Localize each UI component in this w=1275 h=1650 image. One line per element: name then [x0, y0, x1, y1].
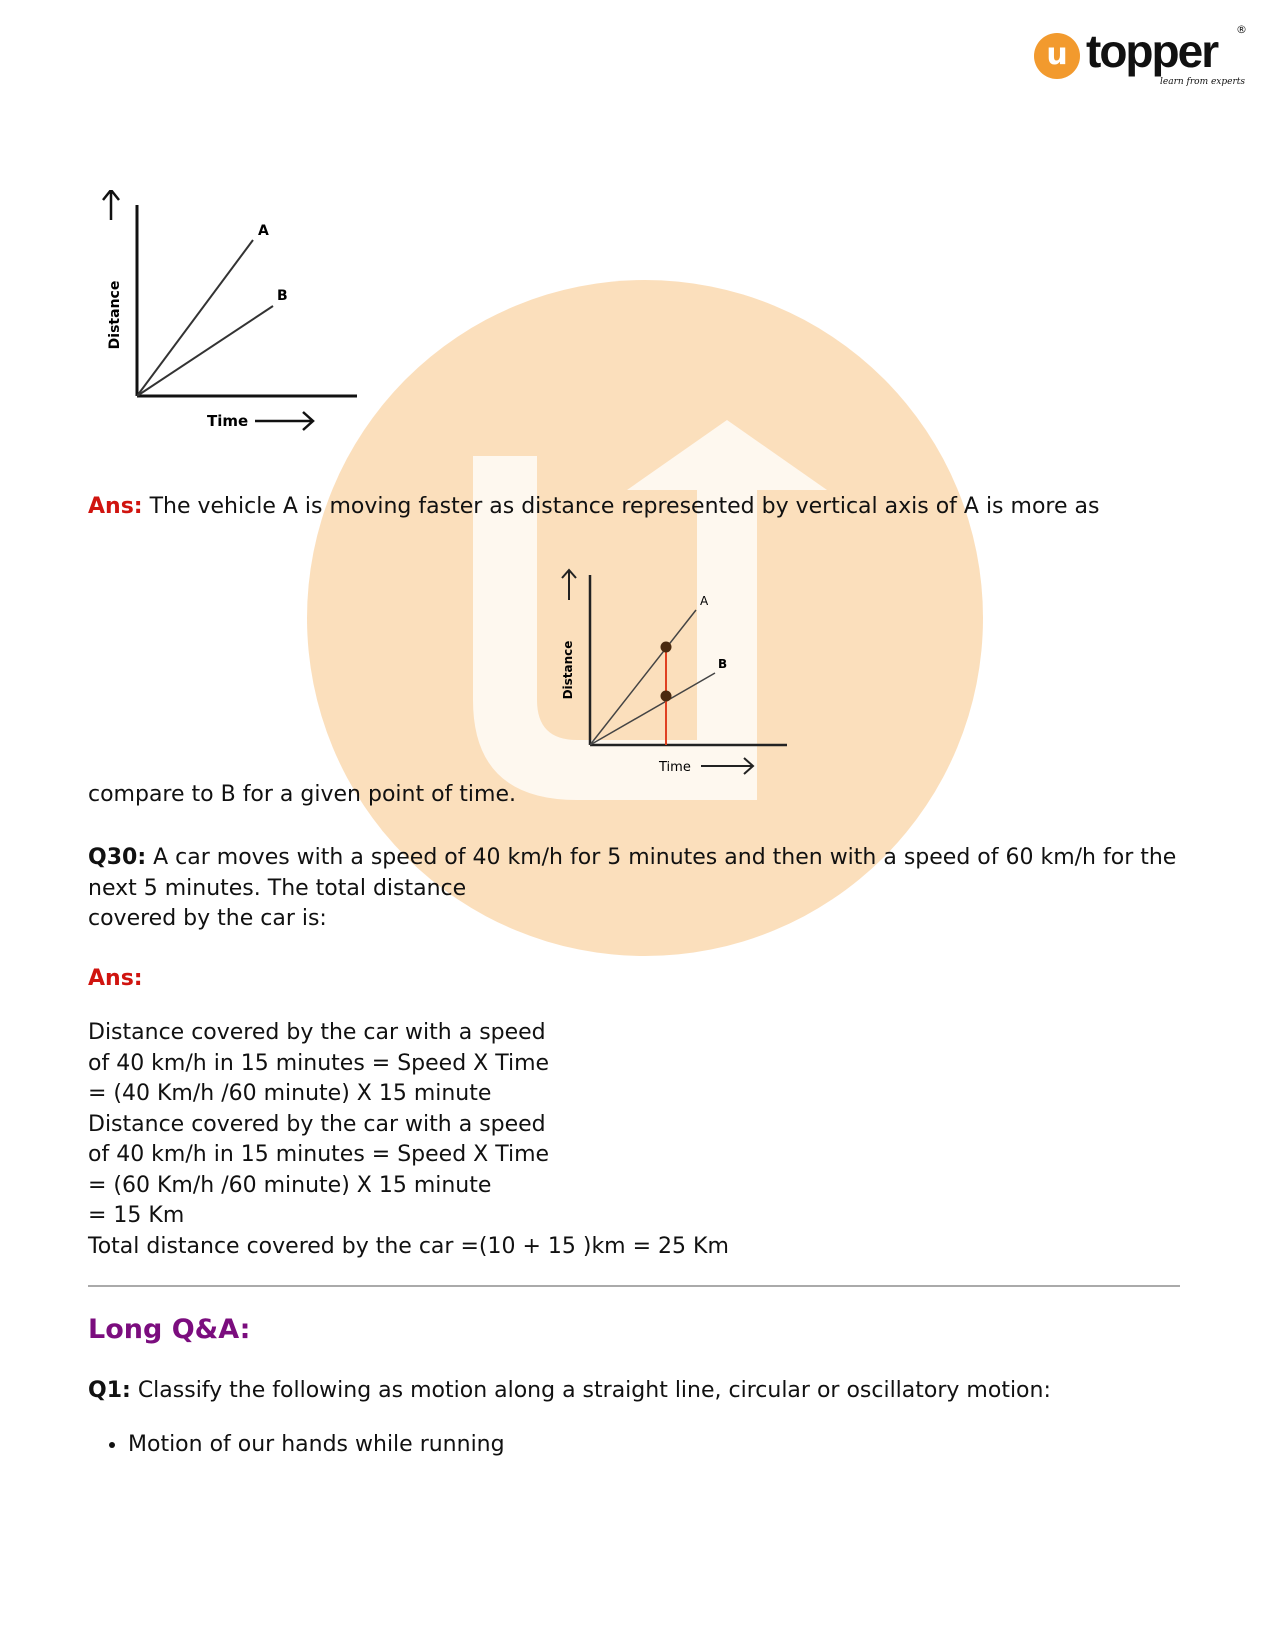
section-divider [88, 1285, 1180, 1287]
answer-line: = (60 Km/h /60 minute) X 15 minute [88, 1172, 492, 1198]
logo-mark-icon: u [1034, 33, 1080, 79]
question-1 [88, 1378, 1051, 1403]
y-axis-label: Distance [107, 280, 123, 350]
answer-line: Distance covered by the car with a speed [88, 1111, 546, 1137]
answer-2-label: Ans: [88, 966, 143, 991]
logo-registered: ® [1236, 23, 1247, 36]
question-text: A car moves with a speed of 40 km/h for 5 minutes and then with a speed of 60 km/h for the next 5 minutes. The total distance [88, 845, 1177, 901]
x-axis-label: Time [207, 412, 249, 430]
x-axis-label: Time [659, 760, 691, 775]
line-a-label: A [700, 594, 709, 608]
answer-line: Total distance covered by the car =(10 + 15 )km = 25 Km [88, 1233, 729, 1259]
line-b-label: B [277, 288, 288, 304]
question-text-2: covered by the car is: [88, 906, 327, 931]
question-30 [88, 843, 1198, 935]
answer-line: Distance covered by the car with a speed [88, 1020, 546, 1045]
point-a [661, 642, 672, 653]
line-b [137, 306, 273, 396]
section-heading: Long Q&A: [88, 1314, 251, 1345]
question-text: Classify the following as motion along a straight line, circular or oscillatory motion: [137, 1378, 1051, 1403]
list-item: • Motion of our hands while running [128, 1432, 505, 1457]
y-arrow-icon [562, 570, 576, 600]
question-label: Q30: [88, 845, 147, 870]
answer-1 [88, 494, 1099, 519]
answer-line: of 40 km/h in 15 minutes = Speed X Time [88, 1142, 550, 1167]
answer-line: = (40 Km/h /60 minute) X 15 minute [88, 1081, 492, 1106]
line-b-label: B [718, 657, 728, 671]
logo-tagline: learn from experts [1160, 77, 1246, 87]
y-axis-label: Distance [561, 640, 575, 700]
answer-label: Ans: [88, 494, 143, 519]
distance-time-graph-2 [555, 565, 795, 785]
line-a-label: A [258, 223, 269, 239]
line-a [137, 240, 253, 396]
bullet-list [88, 1432, 505, 1457]
x-arrow-icon [701, 758, 753, 774]
answer-text: The vehicle A is moving faster as distance represented by vertical axis of A is more as [149, 494, 1100, 519]
answer-2-body [88, 1018, 729, 1262]
answer-1-continued: compare to B for a given point of time. [88, 782, 516, 807]
x-arrow-icon [255, 412, 313, 430]
question-label: Q1: [88, 1378, 131, 1403]
y-arrow-icon [103, 190, 119, 220]
answer-line: of 40 km/h in 15 minutes = Speed X Time [88, 1050, 550, 1076]
distance-time-graph-1 [95, 190, 375, 440]
answer-line: = 15 Km [88, 1203, 185, 1228]
logo-name: topper [1086, 25, 1218, 77]
point-b [661, 691, 672, 702]
